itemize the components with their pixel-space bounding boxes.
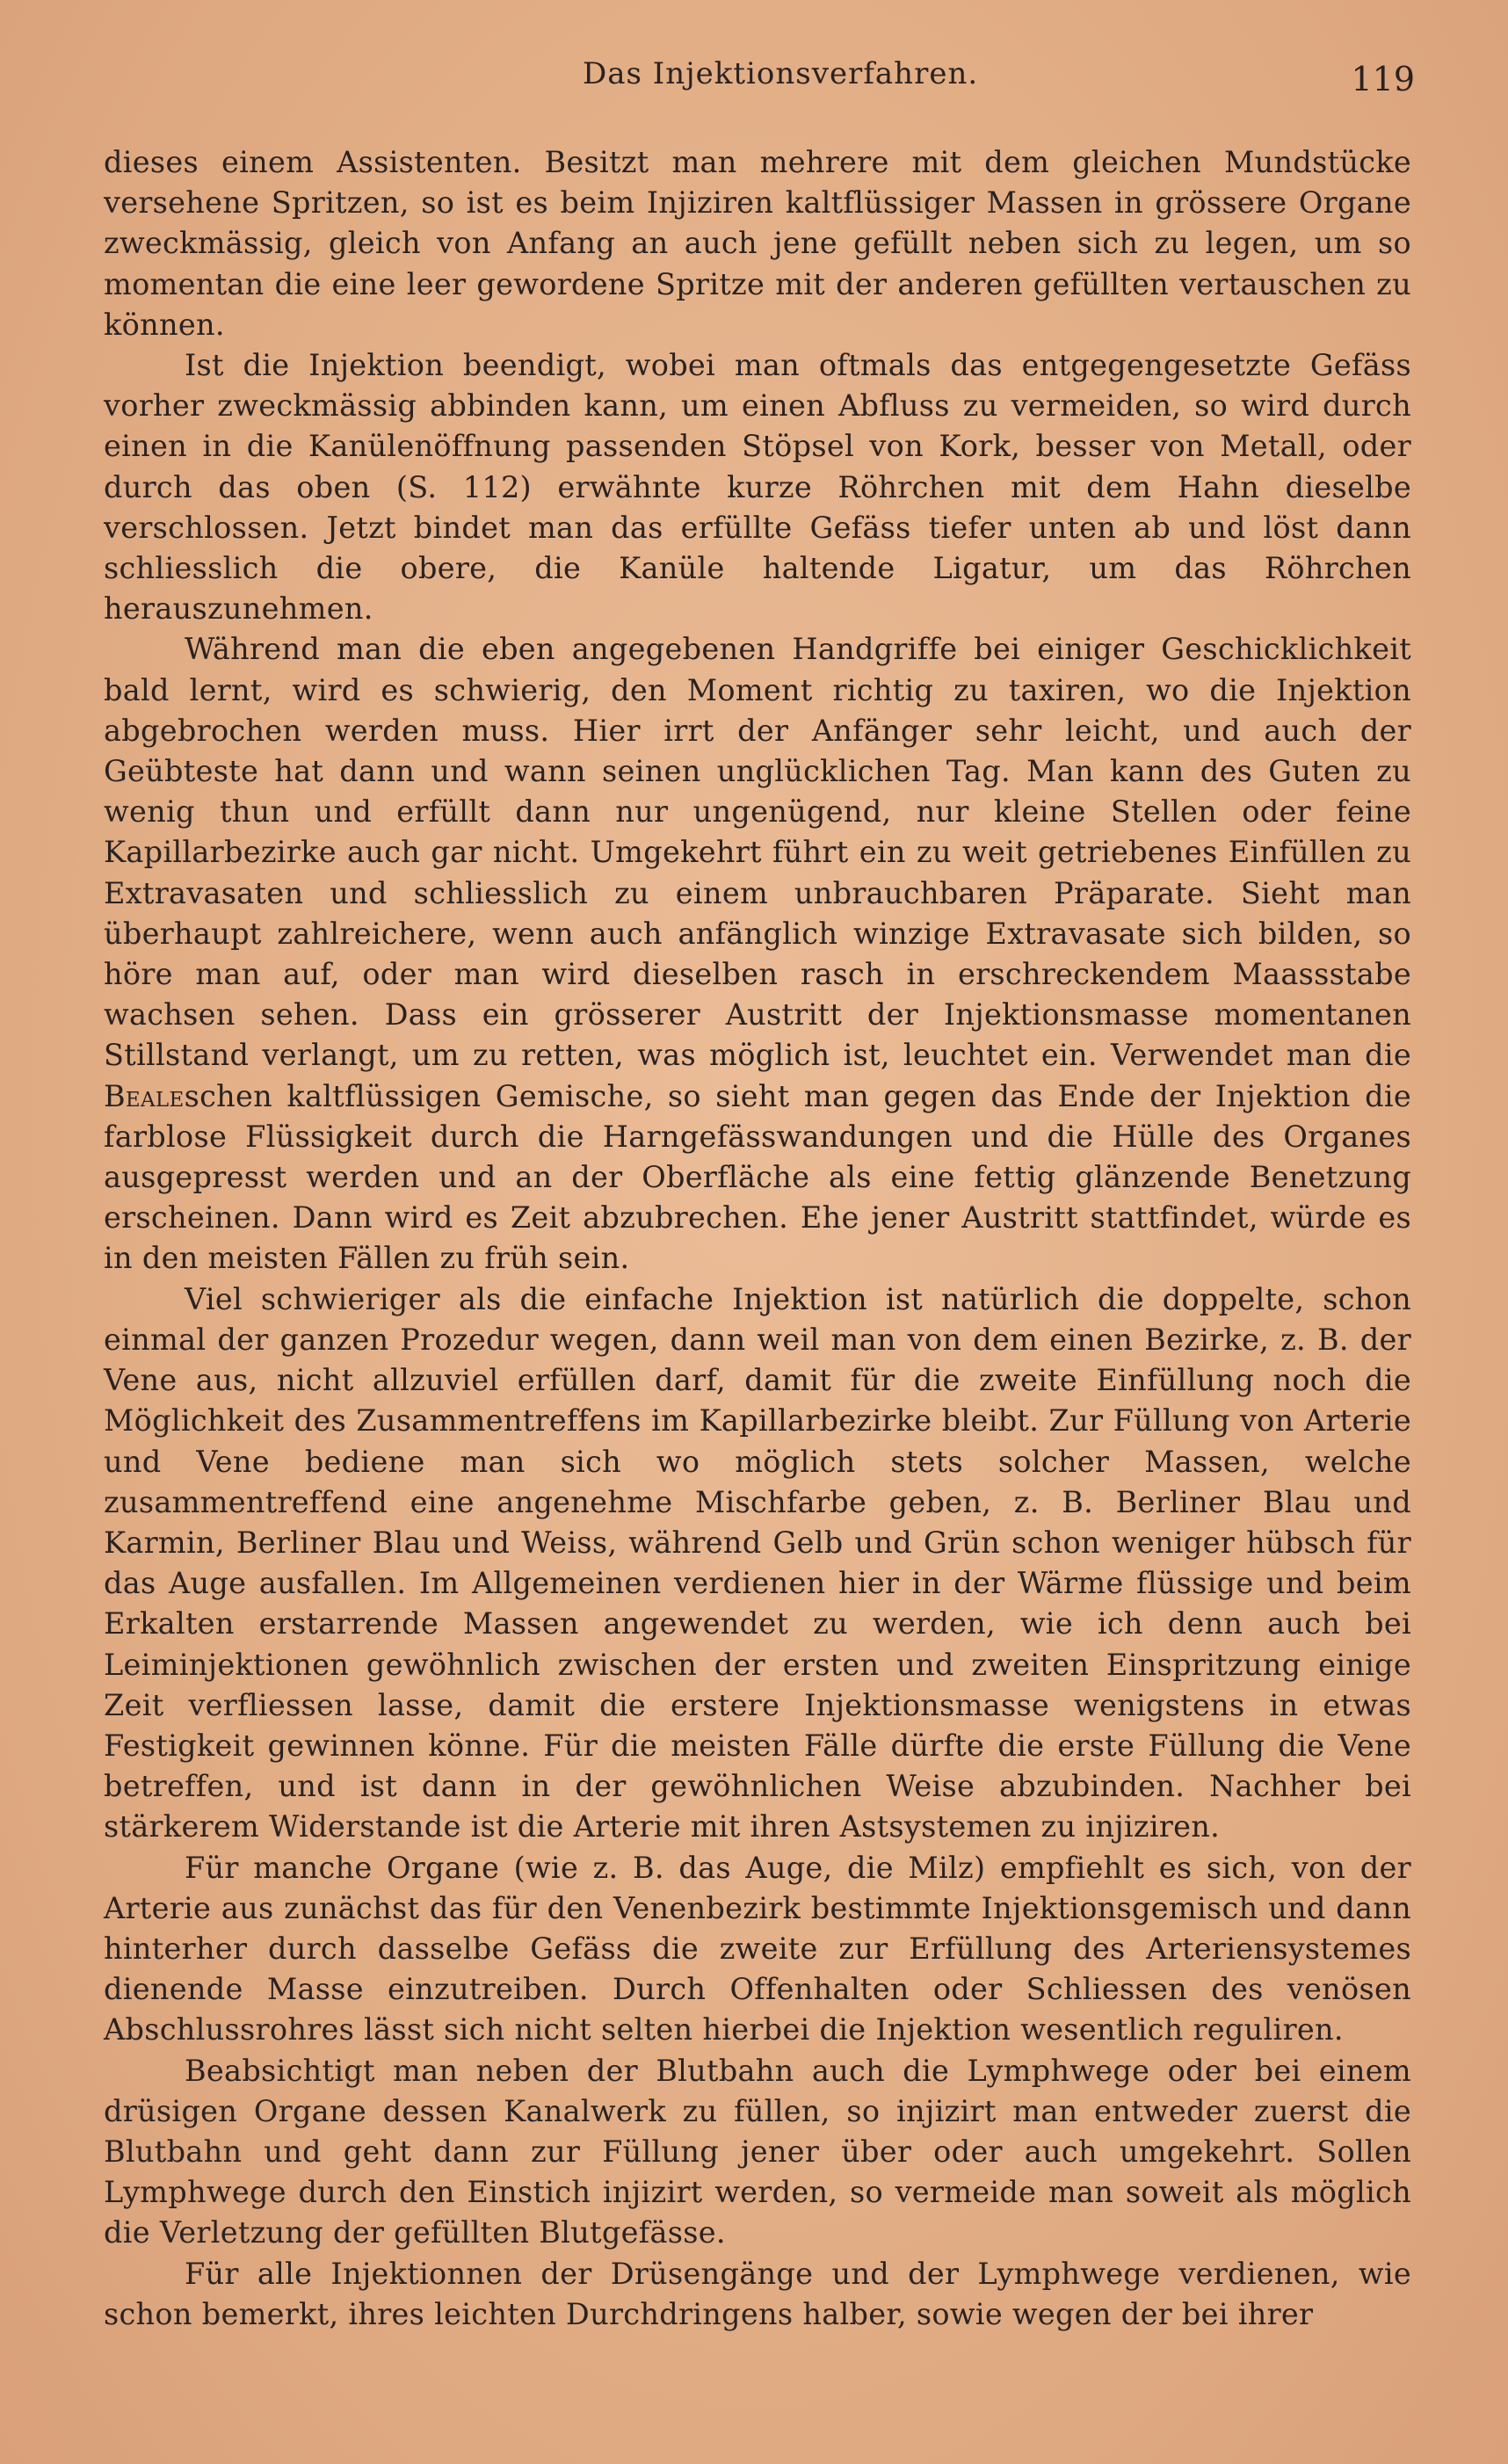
paragraph-1: dieses einem Assistenten. Besitzt man mehrere mit dem gleichen Mundstücke versehene Spritzen, so ist es beim Injiziren kaltflüssiger Massen in grössere Organe zweckmässig, gleich von Anfang an auch jene gefüllt neben sich zu legen, um so momentan die eine leer gewordene Spritze mit der anderen gefüllten vertauschen zu können. [104,145,1411,342]
running-title: Das Injektionsverfahren. [583,56,979,91]
paragraph-7: Für alle Injektionnen der Drüsengänge und der Lymphwege verdienen, wie schon bemerkt, ihres leichten Durchdringens halber, sowie wegen der bei ihrer [104,2256,1411,2331]
paragraph-3-part-a: Während man die eben angegebenen Handgriffe bei einiger Geschicklichkeit bald lernt, wird es schwierig, den Moment richtig zu taxiren, wo die Injektion abgebrochen werden muss. Hier irrt der Anfänger sehr leicht, und auch der Geübteste hat dann und wann seinen unglücklichen Tag. Man kann des Guten zu wenig thun und erfüllt dann nur ungenügend, nur kleine Stellen oder feine Kapillarbezirke auch gar nicht. Umgekehrt führt ein zu weit getriebenes Einfüllen zu Extravasaten und schliesslich zu einem unbrauchbaren Präparate. Sieht man überhaupt zahlreichere, wenn auch anfänglich winzige Extravasate sich bilden, so höre man auf, oder man wird dieselben rasch in erschreckendem Maassstabe wachsen sehen. Dass ein grösserer Austritt der Injektionsmasse momentanen Stillstand verlangt, um zu retten, was möglich ist, leuchtet ein. Verwendet man die [104,632,1411,1073]
paragraph-5: Für manche Organe (wie z. B. das Auge, die Milz) empfiehlt es sich, von der Arterie aus zunächst das für den Venenbezirk bestimmte Injektionsgemisch und dann hinterher durch dasselbe Gefäss die zweite zur Erfüllung des Arteriensystemes dienende Masse einzutreiben. Durch Offenhalten oder Schliessen des venösen Abschlussrohres lässt sich nicht selten hierbei die Injektion wesentlich reguliren. [104,1850,1411,2047]
paragraph-6: Beabsichtigt man neben der Blutbahn auch die Lymphwege oder bei einem drüsigen Organe dessen Kanalwerk zu füllen, so injizirt man entweder zuerst die Blutbahn und geht dann zur Füllung jener über oder auch umgekehrt. Sollen Lymphwege durch den Einstich injizirt werden, so vermeide man soweit als möglich die Verletzung der gefüllten Blutgefässe. [104,2053,1411,2250]
page-header [0,56,1508,109]
paragraph-2: Ist die Injektion beendigt, wobei man oftmals das entgegengesetzte Gefäss vorher zweckmässig abbinden kann, um einen Abfluss zu vermeiden, so wird durch einen in die Kanülenöffnung passenden Stöpsel von Kork, besser von Metall, oder durch das oben (S. 112) erwähnte kurze Röhrchen mit dem Hahn dieselbe verschlossen. Jetzt bindet man das erfüllte Gefäss tiefer unten ab und löst dann schliesslich die obere, die Kanüle haltende Ligatur, um das Röhrchen herauszunehmen. [104,348,1411,627]
paragraph-3-part-b: schen kaltflüssigen Gemische, so sieht man gegen das Ende der Injektion die farblose Flüssigkeit durch die Harngefässwandungen und die Hülle des Organes ausgepresst werden und an der Oberfläche als eine fettig glänzende Benetzung erscheinen. Dann wird es Zeit abzubrechen. Ehe jener Austritt stattfindet, würde es in den meisten Fällen zu früh sein. [104,1078,1411,1276]
author-name-beale: Beale [104,1078,185,1113]
body-text [104,142,1411,2335]
paragraph-4: Viel schwieriger als die einfache Injektion ist natürlich die doppelte, schon einmal der ganzen Prozedur wegen, dann weil man von dem einen Bezirke, z. B. der Vene aus, nicht allzuviel erfüllen darf, damit für die zweite Einfüllung noch die Möglichkeit des Zusammentreffens im Kapillarbezirke bleibt. Zur Füllung von Arterie und Vene bediene man sich wo möglich stets solcher Massen, welche zusammentreffend eine angenehme Mischfarbe geben, z. B. Berliner Blau und Karmin, Berliner Blau und Weiss, während Gelb und Grün schon weniger hübsch für das Auge ausfallen. Im Allgemeinen verdienen hier in der Wärme flüssige und beim Erkalten erstarrende Massen angewendet zu werden, wie ich denn auch bei Leiminjektionen gewöhnlich zwischen der ersten und zweiten Einspritzung einige Zeit verfliessen lasse, damit die erstere Injektionsmasse wenigstens in etwas Festigkeit gewinnen könne. Für die meisten Fälle dürfte die erste Füllung die Vene betreffen, und ist dann in der gewöhnlichen Weise abzubinden. Nachher bei stärkerem Widerstande ist die Arterie mit ihren Astsystemen zu injiziren. [104,1281,1411,1844]
page-number: 119 [1351,60,1415,98]
paragraph-3 [104,629,1411,1279]
